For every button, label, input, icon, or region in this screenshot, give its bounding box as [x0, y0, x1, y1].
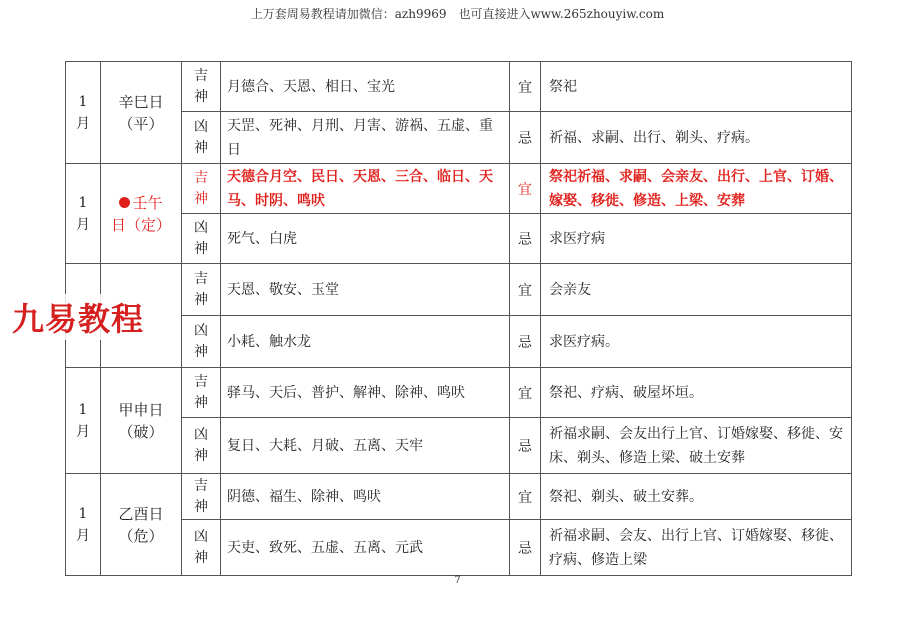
table-row	[66, 368, 852, 418]
xiong-shen-label: 凶 神	[182, 214, 221, 264]
yi-label: 宜	[510, 264, 541, 316]
table-row	[66, 62, 852, 112]
ji-label: 忌	[510, 214, 541, 264]
day-cell: 辛巳日 （平）	[101, 62, 182, 164]
ji-shen-label: 吉 神	[182, 474, 221, 520]
xiong-shen-label: 凶 神	[182, 112, 221, 164]
ji-activities: 求医疗病。	[541, 316, 852, 368]
table-row	[66, 520, 852, 576]
ji-shen-gods: 驿马、天后、普护、解神、除神、鸣吠	[221, 368, 510, 418]
ji-label: 忌	[510, 316, 541, 368]
yi-activities: 会亲友	[541, 264, 852, 316]
xiong-shen-label: 凶 神	[182, 418, 221, 474]
ji-label: 忌	[510, 520, 541, 576]
table-row	[66, 474, 852, 520]
day-cell	[101, 164, 182, 264]
yi-label: 宜	[510, 474, 541, 520]
table-row	[66, 316, 852, 368]
almanac-table	[65, 61, 852, 576]
ji-shen-gods: 天德合月空、民日、天恩、三合、临日、天马、时阴、鸣吠	[221, 164, 510, 214]
yi-label: 宜	[510, 62, 541, 112]
table-row	[66, 214, 852, 264]
day-cell-line1: 壬午	[132, 193, 163, 212]
ji-activities: 求医疗病	[541, 214, 852, 264]
page-header	[0, 5, 915, 22]
table-row	[66, 264, 852, 316]
yi-activities: 祭祀、剃头、破土安葬。	[541, 474, 852, 520]
yi-activities: 祭祀、疗病、破屋坏垣。	[541, 368, 852, 418]
month-cell: 1 月	[66, 62, 101, 164]
month-cell: 1 月	[66, 368, 101, 474]
ji-label: 忌	[510, 112, 541, 164]
red-dot-icon	[119, 197, 130, 208]
xiong-shen-gods: 死气、白虎	[221, 214, 510, 264]
watermark-logo: 九易教程	[12, 294, 144, 340]
day-cell-line2: 日（定）	[110, 215, 171, 234]
day-cell: 甲申日 （破）	[101, 368, 182, 474]
page-number: 7	[454, 575, 461, 586]
yi-label: 宜	[510, 164, 541, 214]
yi-label: 宜	[510, 368, 541, 418]
ji-activities: 祈福求嗣、会友、出行上官、订婚嫁娶、移徙、疗病、修造上梁	[541, 520, 852, 576]
xiong-shen-label: 凶 神	[182, 316, 221, 368]
table-row	[66, 112, 852, 164]
xiong-shen-gods: 复日、大耗、月破、五离、天牢	[221, 418, 510, 474]
yi-activities: 祭祀祈福、求嗣、会亲友、出行、上官、订婚、嫁娶、移徙、修造、上梁、安葬	[541, 164, 852, 214]
ji-shen-label: 吉 神	[182, 164, 221, 214]
ji-shen-gods: 天恩、敬安、玉堂	[221, 264, 510, 316]
ji-shen-label: 吉 神	[182, 368, 221, 418]
yi-activities: 祭祀	[541, 62, 852, 112]
table-row	[66, 418, 852, 474]
month-cell: 1 月	[66, 164, 101, 264]
header-text: 上万套周易教程请加微信：azh9969	[250, 7, 447, 21]
month-cell: 1 月	[66, 474, 101, 576]
ji-shen-gods: 月德合、天恩、相日、宝光	[221, 62, 510, 112]
xiong-shen-gods: 天罡、死神、月刑、月害、游祸、五虚、重日	[221, 112, 510, 164]
ji-activities: 祈福、求嗣、出行、剃头、疗病。	[541, 112, 852, 164]
xiong-shen-label: 凶 神	[182, 520, 221, 576]
ji-activities: 祈福求嗣、会友出行上官、订婚嫁娶、移徙、安床、剃头、修造上梁、破土安葬	[541, 418, 852, 474]
ji-label: 忌	[510, 418, 541, 474]
ji-shen-label: 吉 神	[182, 264, 221, 316]
table-row	[66, 164, 852, 214]
xiong-shen-gods: 天吏、致死、五虚、五离、元武	[221, 520, 510, 576]
header-url-text: 也可直接进入www.265zhouyiw.com	[458, 7, 665, 21]
ji-shen-gods: 阴德、福生、除神、鸣吠	[221, 474, 510, 520]
xiong-shen-gods: 小耗、触水龙	[221, 316, 510, 368]
ji-shen-label: 吉 神	[182, 62, 221, 112]
day-cell: 乙酉日 （危）	[101, 474, 182, 576]
